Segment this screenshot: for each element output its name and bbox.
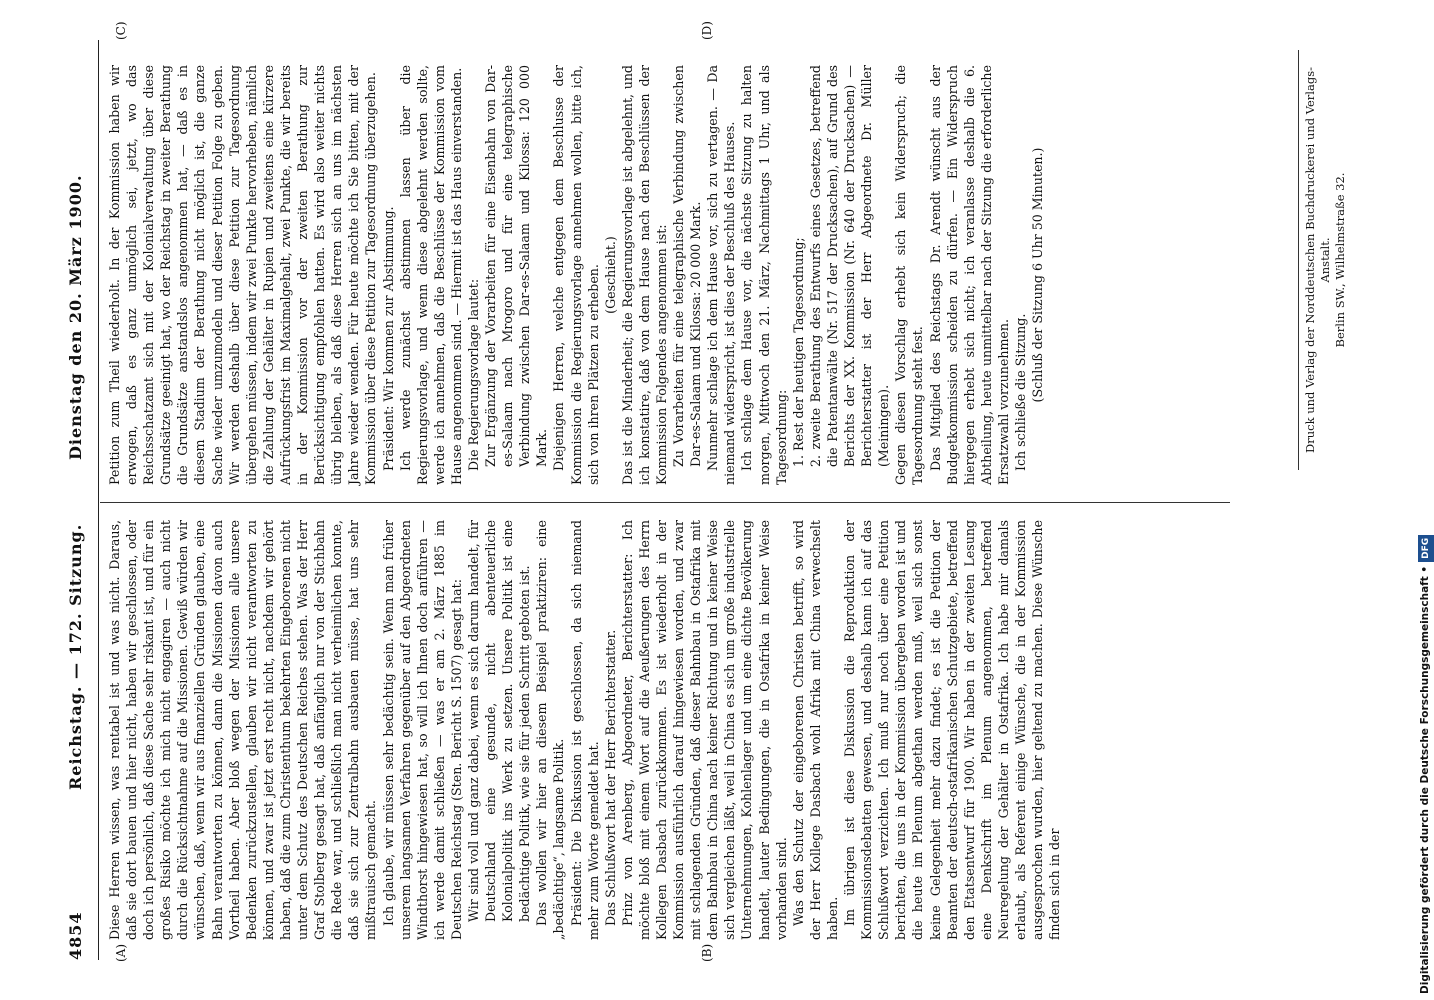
paragraph: Im übrigen ist diese Diskussion die Reproduktion der Kommissionsdebatten gewesen, und deshalb kann ich auf das Schlußwort verzichten. Ich muß nur noch über eine Petition berichten, die uns in der Kommission übergeben worden ist und die heute im Plenum abgethan werden muß, weil sich sonst keine Gelegenheit mehr dazu findet; es ist die Petition der Beamten der deutsch-ostafrikanischen Schutzgebiete, betreffend den Etatsentwurf für 1900. Wir haben in der zweiten Lesung eine Denkschrift im Plenum angenommen, betreffend Neuregelung der Gehälter in Ostafrika. Ich habe mir damals erlaubt, als Referent einige Wünsche, die in der Kommission ausgesprochen wurden, hier geltend zu machen. Diese Wünsche finden sich in der <box>842 520 1063 940</box>
header-left-title: Reichstag. — 172. Sitzung. <box>66 523 85 790</box>
paragraph: Das Schlußwort hat der Herr Berichterstatter. <box>602 629 618 926</box>
paragraph: Das ist die Minderheit; die Regierungsvorlage ist abgelehnt, und ich konstatire, daß von dem Hause nach den Beschlüssen der Kommission Folgendes angenommen ist: <box>619 65 669 485</box>
paragraph: Diese Herren wissen, was rentabel ist und was nicht. Daraus, daß sie dort bauen und hier nicht, haben wir geschlossen, oder doch ich persönlich, daß diese Sache sehr riskant ist, und für ein großes Risiko möchte ich mich nicht engagiren — auch nicht durch die Rücksichtnahme auf die Missionen. Gewiß würden wir wünschen, daß, wenn wir aus finanziellen Gründen glauben, eine Bahn verantworten zu können, dann die Missionen davon auch Vortheil haben. Aber bloß wegen der Missionen alle unsere Bedenken zurückzustellen, glauben wir nicht verantworten zu können, und zwar ist jetzt erst recht nicht, nachdem wir gehört haben, daß die zum Christenthum bekehrten Eingeborenen nicht unter dem Schutz des Deutschen Reiches stehen. Was der Herr Graf Stolberg gesagt hat, daß anfänglich nur von der Stichbahn die Rede war, und schließlich man nicht verheimlichen konnte, daß sie sich zur Zentralbahn ausbauen müsse, hat uns sehr mißtrauisch gemacht. <box>107 520 379 940</box>
paragraph: Nunmehr schlage ich dem Hause vor, sich zu vertagen. — Da niemand widerspricht, ist dies der Beschluß des Hauses. <box>705 65 738 485</box>
right-column <box>106 65 1046 485</box>
paragraph: Ich schließe die Sitzung. <box>1012 313 1028 471</box>
paragraph: Die Regierungsvorlage lautet: <box>465 278 481 471</box>
page-header <box>60 40 94 960</box>
paragraph: Wir sind voll und ganz dabei, wenn es sich darum handelt, für Deutschland eine gesunde, nicht abenteuerliche Kolonialpolitik ins Werk zu setzen. Unsere Politik ist eine bedächtige Politik, wie sie für jeden Schritt geboten ist. <box>465 520 533 922</box>
page-number: 4854 <box>66 911 85 960</box>
header-right-title: Dienstag den 20. März 1900. <box>66 174 85 460</box>
paragraph: (Geschieht.) <box>602 236 618 314</box>
paragraph: 2. zweite Berathung des Entwurfs eines Gesetzes, betreffend die Patentanwälte (Nr. 517 der Drucksachen), auf Grund des Berichts der XX. Kommission (Nr. 640 der Drucksachen) — Berichterstatter ist der Herr Abgeordnete Dr. Müller (Meiningen). <box>807 65 892 467</box>
margin-marker-a: (A) <box>114 943 128 962</box>
dfg-logo: DFG <box>1418 535 1434 562</box>
rotated-page-content <box>60 0 1360 1000</box>
paragraph: Zu Vorarbeiten für eine telegraphische Verbindung zwischen Dar-es-Salaam und Kilossa: 20 000 Mark. <box>671 65 704 467</box>
digitization-credit <box>1416 10 1432 1000</box>
paragraph: Was den Schutz der eingeborenen Christen betrifft, so wird der Herr Kollege Dasbach wohl Afrika mit China verwechselt haben. <box>790 520 840 940</box>
credit-label: Digitalisierung gefördert durch die Deutsche Forschungsgemeinschaft • <box>1419 565 1431 994</box>
paragraph: Präsident: Die Diskussion ist geschlossen, da sich niemand mehr zum Worte gemeldet hat. <box>568 520 601 940</box>
paragraph: (Schluß der Sitzung 6 Uhr 50 Minuten.) <box>1030 147 1046 403</box>
paragraph: Zur Ergänzung der Vorarbeiten für eine Eisenbahn von Dar-es-Salaam nach Mrogoro und für eine telegraphische Verbindung zwischen Dar-es-Salaam und Kilossa: 120 000 Mark. <box>483 65 550 467</box>
paragraph: Das Mitglied des Reichstags Dr. Arendt wünscht aus der Budgetkommission scheiden zu dürfen. — Ein Widerspruch hiergegen erhebt sich nicht; ich veranlasse deshalb die 6. Abtheilung, heute unmittelbar nach der Sitzung die erforderliche Ersatzwahl vorzunehmen. <box>927 65 1011 485</box>
imprint-line-2: Berlin SW., Wilhelmstraße 32. <box>1333 172 1347 348</box>
paragraph: Diejenigen Herren, welche entgegen dem Beschlusse der Kommission die Regierungsvorlage annehmen wollen, bitte ich, sich von ihren Plätzen zu erheben. <box>551 65 601 485</box>
paragraph: Ich werde zunächst abstimmen lassen über die Regierungsvorlage, und wenn diese abgelehnt werden sollte, werde ich annehmen, daß die Beschlüsse der Kommission vom Hause angenommen sind. — Hiermit ist das Haus einverstanden. <box>397 65 464 485</box>
left-column <box>106 520 1063 940</box>
imprint <box>1298 50 1348 470</box>
paragraph: Petition zum Theil wiederholt. In der Kommission haben wir erwogen, daß es ganz unmöglich sei, jetzt, wo das Reichsschatzamt sich mit der Kolonialverwaltung über diese Grundsätze geeinigt hat, wo der Reichstag in zweiter Berathung die Grundsätze anstandslos angenommen hat, — daß es in diesem Stadium der Berathung nicht möglich ist, die ganze Sache wieder umzumodeln und dieser Petition Folge zu geben. Wir werden deshalb über diese Petition zur Tagesordnung übergehen müssen, indem wir zwei Punkte hervorheben, nämlich die Zahlung der Gehälter in Rupien und zweitens eine kürzere Aufrückungsfrist im Maximalgehalt, zwei Punkte, die wir bereits in der Kommission vor der zweiten Berathung zur Berücksichtigung empfohlen hatten. Es wird also weiter nichts übrig bleiben, als daß diese Herren sich an uns im nächsten Jahre wieder wenden. Für heute möchte ich Sie bitten, mit der Kommission über diese Petition zur Tagesordnung überzugehen. <box>107 65 379 485</box>
column-divider <box>100 502 1230 503</box>
paragraph: Ich schlage dem Hause vor, die nächste Sitzung zu halten morgen, Mittwoch den 21. März, Nachmittags 1 Uhr, und als Tagesordnung: <box>739 65 789 485</box>
imprint-line-1: Druck und Verlag der Norddeutschen Buchdruckerei und Verlags-Anstalt. <box>1303 67 1332 453</box>
margin-marker-d: (D) <box>700 21 714 40</box>
paragraph: Präsident: Wir kommen zur Abstimmung. <box>380 206 396 471</box>
margin-marker-b: (B) <box>700 943 714 962</box>
paragraph: Das wollen wir hier an diesem Beispiel praktiziren: eine „bedächtige“, langsame Politik. <box>534 520 567 940</box>
paragraph: Prinz von Arenberg, Abgeordneter, Berichterstatter: Ich möchte bloß mit einem Wort auf die Aeußerungen des Herrn Kollegen Dasbach zurückkommen. Es ist wiederholt in der Kommission ausführlich darauf hingewiesen worden, und zwar mit schlagenden Gründen, daß dieser Bahnbau in Ostafrika mit dem Bahnbau in China nach keiner Richtung und in keiner Weise sich vergleichen läßt, weil in China es sich um große industrielle Unternehmungen, Kohlenlager und um eine dichte Bevölkerung handelt, lauter Bedingungen, die in Ostafrika in keiner Weise vorhanden sind. <box>619 520 789 940</box>
header-rule <box>98 40 99 960</box>
digitization-credit-text <box>1417 14 1433 994</box>
paragraph: Gegen diesen Vorschlag erhebt sich kein Widerspruch; die Tagesordnung steht fest. <box>893 65 926 485</box>
paragraph: 1. Rest der heutigen Tagesordnung; <box>790 237 806 467</box>
paragraph: Ich glaube, wir müssen sehr bedächtig sein. Wenn man früher unserem langsamen Verfahren gegenüber auf den Abgeordneten Windthorst hingewiesen hat, so will ich Ihnen doch anführen — ich werde damit schließen — was er am 2. März 1885 im Deutschen Reichstag (Sten. Bericht S. 1507) gesagt hat: <box>380 520 464 940</box>
margin-marker-c: (C) <box>114 21 128 40</box>
